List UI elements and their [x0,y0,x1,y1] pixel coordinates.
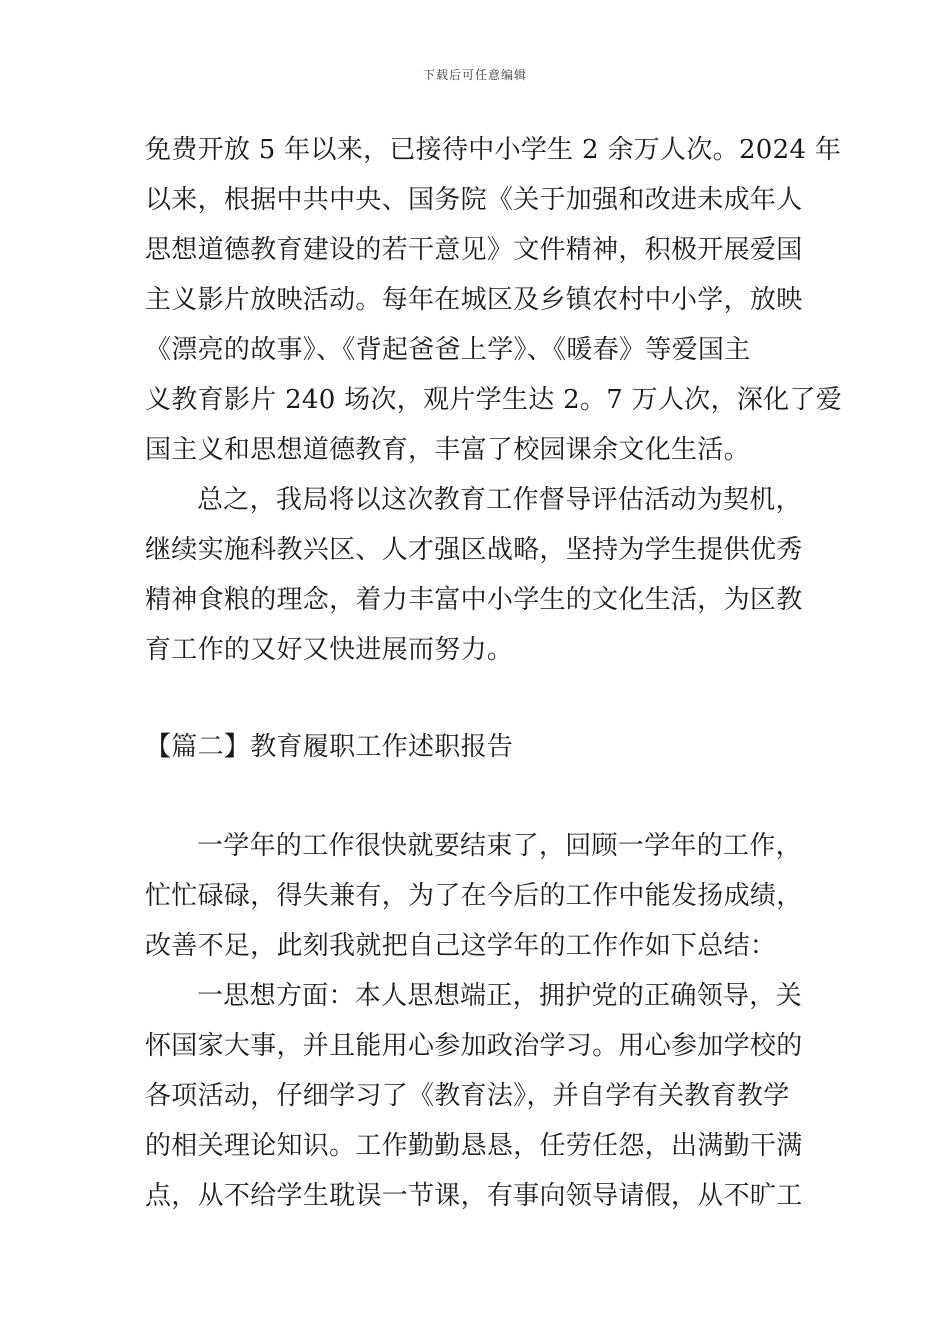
text-line: 精神食粮的理念，着力丰富中小学生的文化生活，为区教 [145,585,803,615]
text-line: 国主义和思想道德教育，丰富了校园课余文化生活。 [145,435,750,465]
section-heading: 【篇二】教育履职工作述职报告 [145,732,514,762]
text-line: 主义影片放映活动。每年在城区及乡镇农村中小学，放映 [145,285,803,315]
text-line: 以来，根据中共中央、国务院《关于加强和改进未成年人 [145,185,803,215]
text-line: 改善不足，此刻我就把自己这学年的工作作如下总结： [145,931,777,961]
text-line: 一学年的工作很快就要结束了，回顾一学年的工作， [197,831,802,861]
text-line: 免费开放 5 年以来，已接待中小学生 2 余万人次。2024 年 [145,135,842,165]
text-line: 的相关理论知识。工作勤勤恳恳，任劳任怨，出满勤干满 [145,1131,803,1161]
text-line: 点，从不给学生耽误一节课，有事向领导请假，从不旷工 [145,1181,803,1211]
text-line: 一思想方面：本人思想端正，拥护党的正确领导，关 [197,981,802,1011]
text-line: 思想道德教育建设的若干意见》文件精神，积极开展爱国 [145,235,803,265]
text-line: 总之，我局将以这次教育工作督导评估活动为契机， [197,485,802,515]
text-line: 育工作的又好又快进展而努力。 [145,635,514,665]
text-line: 怀国家大事，并且能用心参加政治学习。用心参加学校的 [145,1031,803,1061]
text-line: 继续实施科教兴区、人才强区战略，坚持为学生提供优秀 [145,535,803,565]
text-line: 忙忙碌碌，得失兼有，为了在今后的工作中能发扬成绩， [145,881,803,911]
text-line: 各项活动，仔细学习了《教育法》，并自学有关教育教学 [145,1081,790,1111]
text-line: 《漂亮的故事》、《背起爸爸上学》、《暖春》等爱国主 [145,335,751,365]
text-line: 义教育影片 240 场次，观片学生达 2。7 万人次，深化了爱 [145,385,843,415]
page-header: 下载后可任意编辑 [422,68,527,82]
